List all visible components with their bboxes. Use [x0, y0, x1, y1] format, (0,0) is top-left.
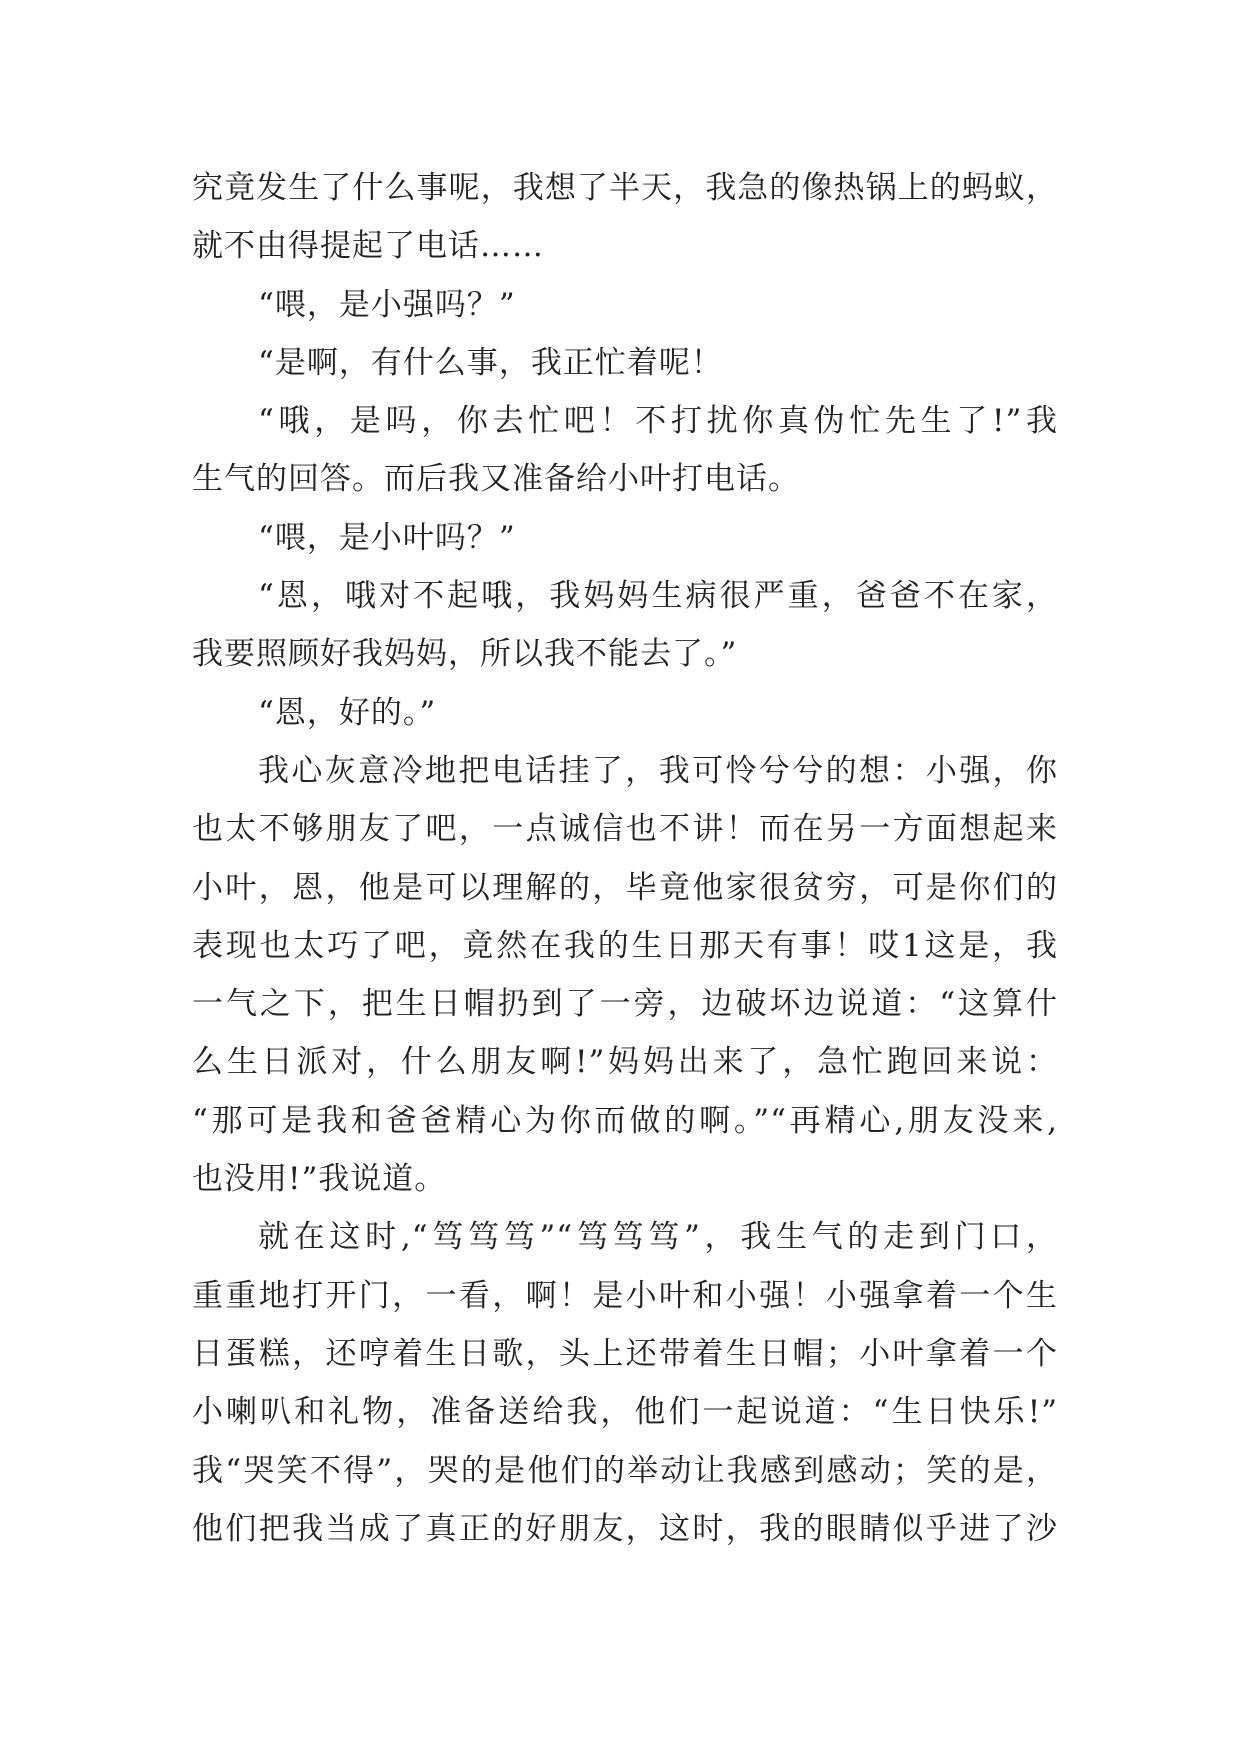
text-line: 小叶，恩，他是可以理解的，毕竟他家很贫穷，可是你们的	[192, 869, 1058, 906]
text-line: 也没用!”我说道。	[192, 1161, 447, 1198]
text-line: 我“哭笑不得”，哭的是他们的举动让我感到感动；笑的是，	[192, 1452, 1058, 1489]
text-line: 小喇叭和礼物，准备送给我，他们一起说道：“生日快乐!”	[192, 1394, 1058, 1431]
text-line: “哦，是吗，你去忙吧！不打扰你真伪忙先生了!”我	[258, 403, 1058, 440]
text-line: 就在这时,“笃笃笃”“笃笃笃”，我生气的走到门口，	[258, 1219, 1058, 1256]
text-line: 他们把我当成了真正的好朋友，这时，我的眼睛似乎进了沙	[192, 1510, 1058, 1547]
text-line: “喂，是小强吗？”	[258, 286, 516, 323]
text-line: 一气之下，把生日帽扔到了一旁，边破坏边说道：“这算什	[192, 986, 1058, 1023]
body-text	[192, 159, 1058, 1558]
text-line: “恩，好的。”	[258, 694, 437, 731]
text-line: 日蛋糕，还哼着生日歌，头上还带着生日帽；小叶拿着一个	[192, 1335, 1058, 1372]
text-line: 我心灰意冷地把电话挂了，我可怜兮兮的想：小强，你	[258, 752, 1058, 789]
text-line: 我要照顾好我妈妈，所以我不能去了。”	[192, 636, 738, 673]
text-line: 生气的回答。而后我又准备给小叶打电话。	[192, 461, 800, 498]
text-line: “是啊，有什么事，我正忙着呢！	[258, 344, 723, 381]
text-line: “喂，是小叶吗？”	[258, 519, 516, 556]
text-line: 究竟发生了什么事呢，我想了半天，我急的像热锅上的蚂蚁，	[192, 170, 1058, 206]
text-line: 么生日派对，什么朋友啊!”妈妈出来了，急忙跑回来说：	[192, 1044, 1058, 1081]
text-line: 表现也太巧了吧，竟然在我的生日那天有事！哎1这是，我	[192, 927, 1058, 964]
text-line: 重重地打开门，一看，啊！是小叶和小强！小强拿着一个生	[192, 1277, 1058, 1314]
text-line: 就不由得提起了电话……	[192, 228, 544, 265]
text-line: “那可是我和爸爸精心为你而做的啊。”“再精心,朋友没来,	[192, 1102, 1058, 1139]
text-line: “恩，哦对不起哦，我妈妈生病很严重，爸爸不在家，	[258, 578, 1058, 615]
text-line: 也太不够朋友了吧，一点诚信也不讲！而在另一方面想起来	[192, 811, 1058, 848]
